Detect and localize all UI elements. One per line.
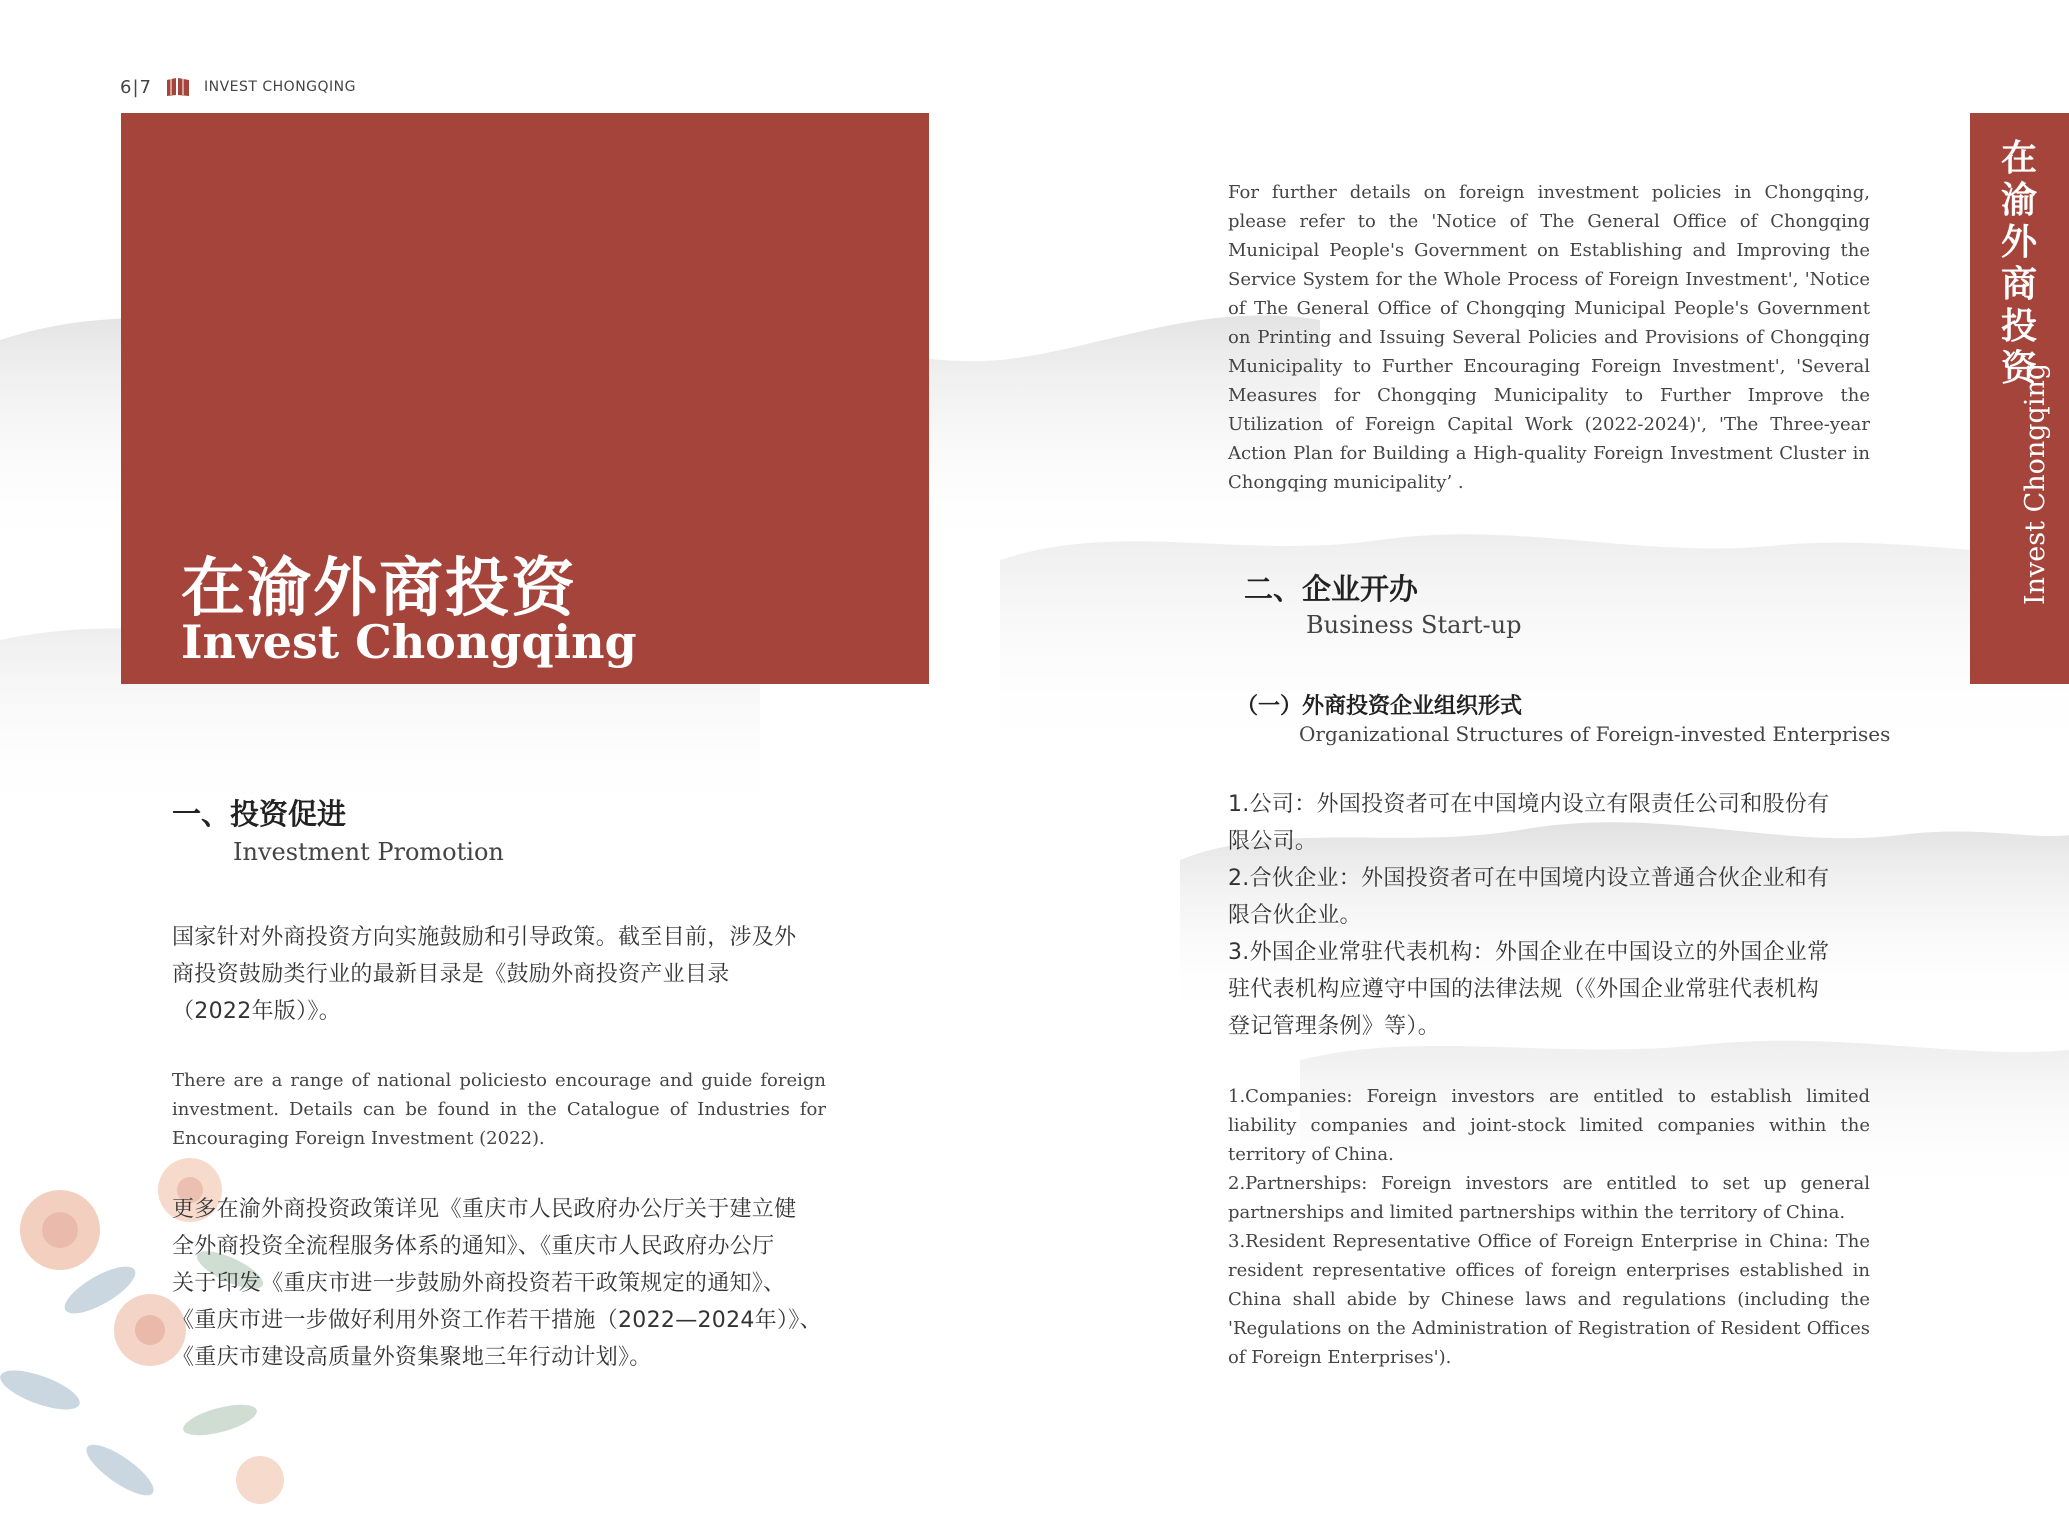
text-line: 关于印发《重庆市进一步鼓励外商投资若干政策规定的通知》、 [172, 1271, 786, 1296]
section2-heading-cn: 二、企业开办 [1244, 572, 1419, 606]
section1-heading-cn: 一、投资促进 [172, 797, 347, 831]
sidebar-tab [1970, 113, 2069, 684]
list-item: 3.Resident Representative Office of Foreign Enterprise in China: The resident representative offices of foreign enterprises established in China shall abide by Chinese laws and regulations (including the 'Regulations on the Administration of Registration of Resident Offices of Foreign Enterprises'). [1228, 1231, 1870, 1368]
text-line: 《重庆市进一步做好利用外资工作若干措施（2022—2024年）》、 [172, 1308, 822, 1333]
hero-title-cn: 在渝外商投资 [181, 551, 577, 626]
section2-items-cn [1228, 786, 1888, 1045]
sidebar-char: 在 [2000, 137, 2037, 179]
sidebar-char: 渝 [2000, 179, 2037, 221]
sidebar-char: 资 [2000, 347, 2037, 389]
section1-heading-en: Investment Promotion [233, 838, 504, 866]
hero-title-en: Invest Chongqing [181, 615, 637, 669]
text-block: For further details on foreign investment policies in Chongqing, please refer to the 'Notice of The General Office of Chongqing Municipal People's Government on Establishing and Improving the Service System for the Whole Process of Foreign Investment', 'Notice of The General Office of Chongqing Municipal People's Government on Printing and Issuing Several Policies and Provisions of Chongqing Municipality to Further Encouraging Foreign Investment', 'Several Measures for Chongqing Municipality to Further Improve the Utilization of Foreign Capital Work (2022-2024)', 'The Three-year Action Plan for Building a High-quality Foreign Investment Cluster in Chongqing municipality’ . [1228, 182, 1870, 493]
subsection1-heading-cn: （一）外商投资企业组织形式 [1236, 694, 1523, 719]
header-title: INVEST CHONGQING [203, 79, 356, 95]
sidebar-title-en: Invest Chongqing [2020, 362, 2051, 605]
sidebar-title-cn [1992, 137, 2046, 389]
book-icon [166, 77, 190, 97]
text-line: 更多在渝外商投资政策详见《重庆市人民政府办公厅关于建立健 [172, 1197, 797, 1222]
right-intro-paragraph-en [1228, 178, 1870, 497]
text-block: There are a range of national policiesto encourage and guide foreign investment. Details can be found in the Catalogue of Industries for Encouraging Foreign Investment (2022). [172, 1070, 826, 1149]
section2-items-en [1228, 1082, 1870, 1372]
text-line: 《重庆市建设高质量外资集聚地三年行动计划》。 [172, 1345, 652, 1370]
sidebar-char: 投 [2000, 305, 2037, 347]
section1-paragraph1-en [172, 1066, 826, 1153]
hero-banner [121, 113, 929, 684]
text-line: 限公司。 [1228, 829, 1318, 854]
sidebar-char: 商 [2000, 263, 2037, 305]
text-line: 3.外国企业常驻代表机构：外国企业在中国设立的外国企业常 [1228, 940, 1830, 965]
text-line: 国家针对外商投资方向实施鼓励和引导政策。截至目前，涉及外 [172, 925, 797, 950]
text-line: （2022年版）》。 [172, 999, 341, 1024]
text-line: 2.合伙企业：外国投资者可在中国境内设立普通合伙企业和有 [1228, 866, 1830, 891]
page-numbers: 6|7 [120, 76, 152, 98]
text-line: 1.公司：外国投资者可在中国境内设立有限责任公司和股份有 [1228, 792, 1830, 817]
list-item: 2.Partnerships: Foreign investors are entitled to set up general partnerships and limited partnerships within the territory of China. [1228, 1173, 1870, 1223]
text-line: 限合伙企业。 [1228, 903, 1362, 928]
page-header [120, 74, 356, 100]
sidebar-char: 外 [2000, 221, 2037, 263]
section2-heading-en: Business Start-up [1306, 611, 1522, 639]
text-line: 驻代表机构应遵守中国的法律法规（《外国企业常驻代表机构 [1228, 977, 1820, 1002]
text-line: 登记管理条例》等）。 [1228, 1014, 1441, 1039]
section1-paragraph1-cn [172, 919, 837, 1030]
text-line: 商投资鼓励类行业的最新目录是《鼓励外商投资产业目录 [172, 962, 730, 987]
list-item: 1.Companies: Foreign investors are entitled to establish limited liability companies and joint-stock limited companies within the territory of China. [1228, 1086, 1870, 1165]
section1-paragraph2-cn [172, 1191, 837, 1376]
text-line: 全外商投资全流程服务体系的通知》、《重庆市人民政府办公厅 [172, 1234, 775, 1259]
subsection1-heading-en: Organizational Structures of Foreign-invested Enterprises [1299, 722, 1891, 746]
